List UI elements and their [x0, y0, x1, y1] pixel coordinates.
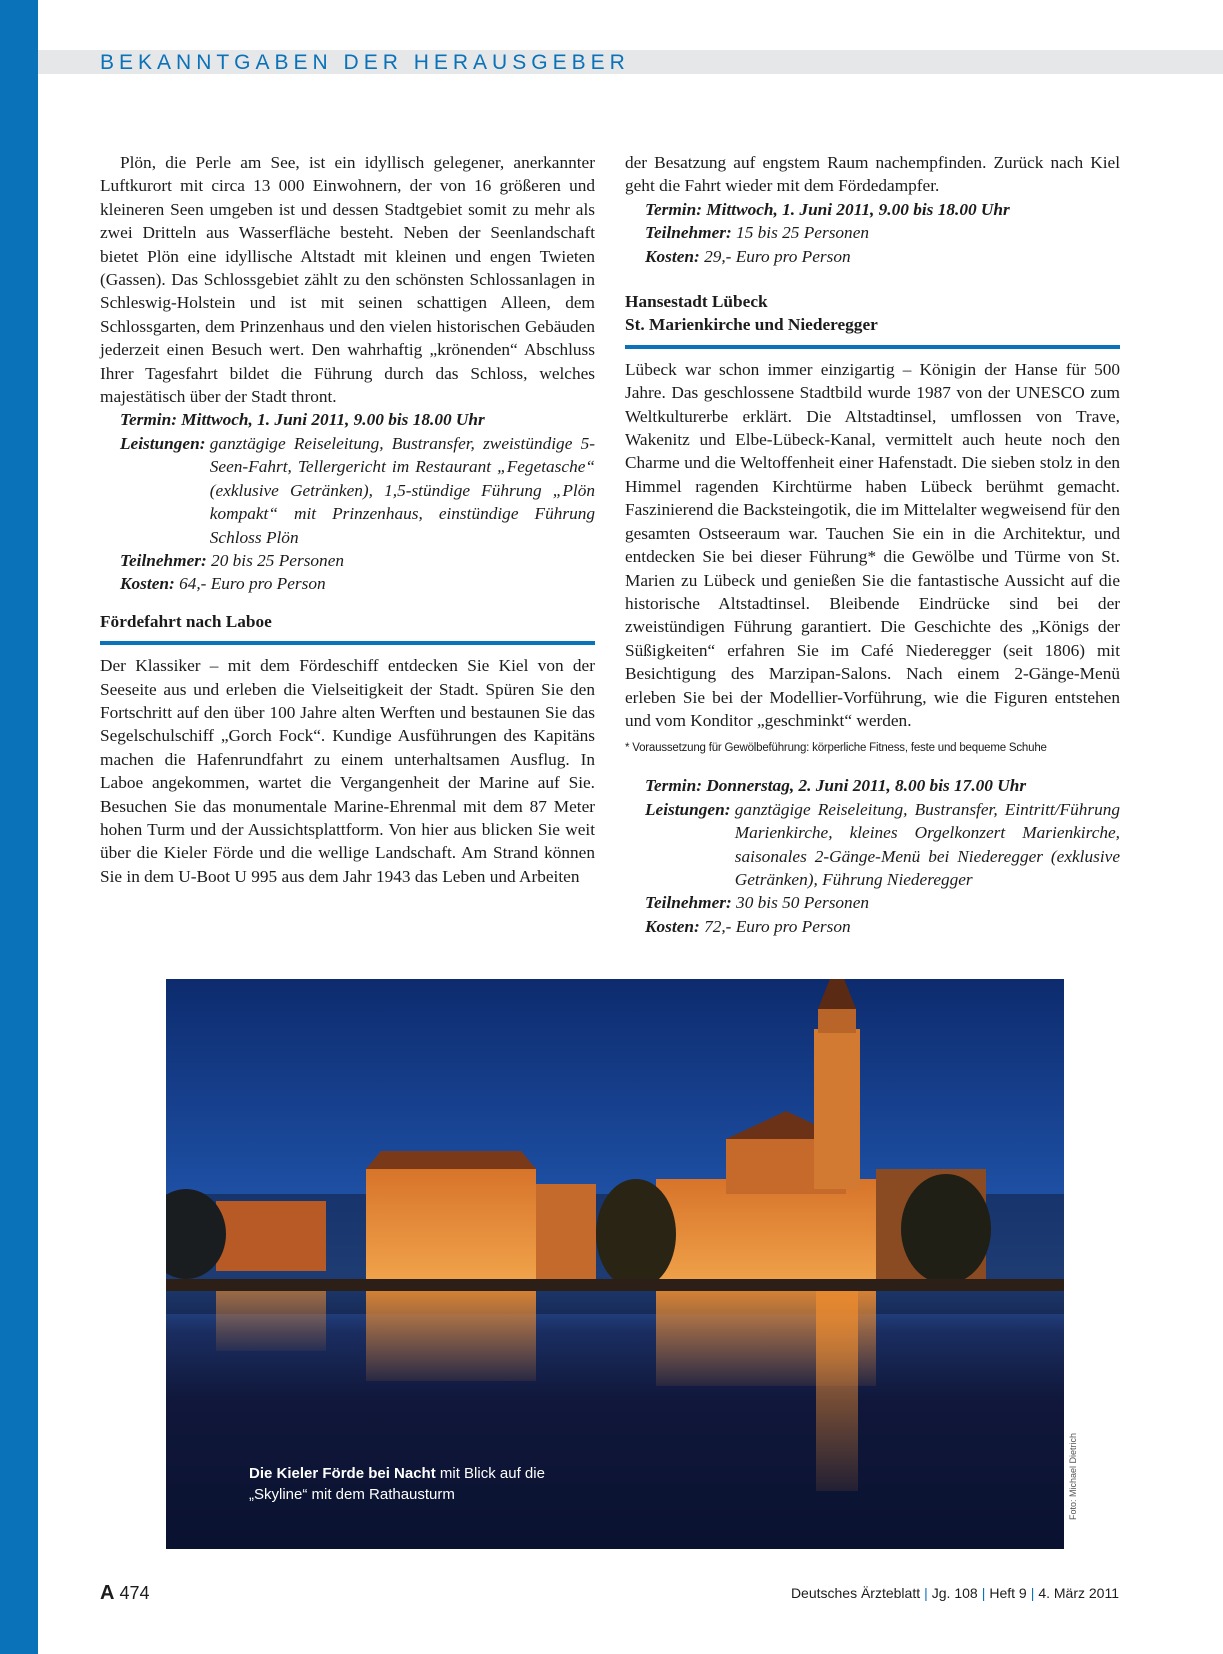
kosten-label: Kosten:	[645, 916, 705, 936]
journal-date: 4. März 2011	[1038, 1585, 1119, 1601]
journal-name: Deutsches Ärzteblatt	[790, 1585, 921, 1601]
photo-caption	[249, 1463, 545, 1505]
journal-issue: Heft 9	[989, 1585, 1027, 1601]
luebeck-termin: Termin: Donnerstag, 2. Juni 2011, 8.00 bis 17.00 Uhr	[645, 776, 1027, 796]
photo-credit: Foto: Michael Dietrich	[1068, 1432, 1078, 1520]
leistungen-label: Leistungen:	[120, 433, 210, 453]
sidebar-stripe	[0, 0, 38, 1654]
teilnehmer-value: 30 bis 50 Personen	[736, 893, 870, 913]
luebeck-text: Lübeck war schon immer einzigartig – Königin der Hanse für 500 Jahre. Das geschlossene Stadtbild wurde 1987 von der UNESCO zum Weltkulturerbe erklärt. Die Altstadtinsel, umflossen von Trave, Wakenitz und Elbe-Lübeck-Kanal, vermittelt auch heute noch den Charme und die Weltoffenheit einer Hafenstadt. Die sieben stolz in den Himmel ragenden Kirchtürme haben Lübeck berühmt gemacht. Faszinierend die Backsteingotik, die im Mittelalter wegweisend für den gesamten Ostseeraum war. Tauchen Sie ein in die Architektur, und entdecken Sie bei dieser Führung* die Gewölbe und Türme von St. Marien zu Lübeck und genießen Sie die fantastische Aussicht auf die historische Altstadtinsel. Bleibende Eindrücke sind bei der zweistündigen Führung garantiert. Die Geschichte des „Königs der Süßigkeiten“ erfahren Sie im Café Niederegger (seit 1806) mit Besichtigung des Marzipan-Salons. Nach einem 2-Gänge-Menü erleben Sie bei der Modellier-Vorführung, wie die Figuren entstehen und vom Konditor „geschminkt“ werden.	[625, 359, 1120, 730]
ploen-info-block	[120, 408, 595, 595]
ploen-intro-text: Plön, die Perle am See, ist ein idyllisch gelegener, anerkannter Luftkurort mit circa 13 000 Einwohnern, der von 16 größeren und kleineren Seen umgeben ist und dessen Stadtgebiet somit zu mehr als zwei Dritteln aus Wasserfläche besteht. Neben der Seenlandschaft bietet Plön eine idyllische Altstadt mit kleinen und engen Twieten (Gassen). Das Schlossgebiet zählt zu den schönsten Schlossanlagen in Schleswig-Holstein und ist mit seinen schattigen Alleen, dem Schlossgarten, dem Prinzenhaus und den vielen historischen Gebäuden jederzeit einen Besuch wert. Den wahrhaftig „krönenden“ Abschluss Ihrer Tagesfahrt bildet die Führung durch das Schloss, welches majestätisch über der Stadt thront.	[100, 153, 595, 407]
laboe-heading-text: Fördefahrt nach Laboe	[100, 611, 272, 631]
luebeck-heading	[625, 290, 1120, 349]
caption-line2: „Skyline“ mit dem Rathausturm	[249, 1486, 455, 1503]
kiel-night-photo	[166, 979, 1064, 1549]
leistungen-value: ganztägige Reiseleitung, Bustransfer, Eintritt/Führung Marienkirche, kleines Orgelkonzert Marienkirche, saisonales 2-Gänge-Menü bei Niederegger (exklusive Getränken), Führung Niederegger	[734, 799, 1120, 889]
page-letter: A	[100, 1582, 115, 1604]
page-number-value: 474	[114, 1583, 150, 1603]
luebeck-footnote: * Voraussetzung für Gewölbeführung: körperliche Fitness, feste und bequeme Schuhe	[625, 742, 1047, 755]
leistungen-label: Leistungen:	[645, 799, 735, 819]
page-number	[100, 1582, 150, 1605]
teilnehmer-value: 20 bis 25 Personen	[211, 550, 345, 570]
journal-volume: Jg. 108	[931, 1585, 978, 1601]
separator: |	[981, 1585, 986, 1601]
teilnehmer-label: Teilnehmer:	[645, 223, 737, 243]
ploen-leistungen-row	[120, 432, 595, 549]
caption-bold: Die Kieler Förde bei Nacht	[249, 1465, 436, 1482]
laboe-termin: Termin: Mittwoch, 1. Juni 2011, 9.00 bis 18.00 Uhr	[645, 199, 1010, 219]
laboe-text-continued: der Besatzung auf engstem Raum nachempfinden. Zurück nach Kiel geht die Fahrt wieder mit dem Fördedampfer.	[625, 153, 1120, 196]
luebeck-leistungen-row	[645, 798, 1120, 892]
separator: |	[924, 1585, 928, 1601]
kosten-label: Kosten:	[645, 246, 705, 266]
leistungen-value: ganztägige Reiseleitung, Bustransfer, zweistündige 5-Seen-Fahrt, Tellergericht im Restaurant „Fegetasche“ (exklusive Getränken), 1,5-stündige Führung „Plön kompakt“ mit Prinzenhaus, einstündige Führung Schloss Plön	[209, 433, 595, 547]
teilnehmer-value: 15 bis 25 Personen	[736, 223, 870, 243]
laboe-teilnehmer-row	[645, 221, 1120, 244]
separator: |	[1030, 1585, 1035, 1601]
luebeck-teilnehmer-row	[645, 891, 1120, 914]
right-column	[625, 151, 1120, 938]
luebeck-heading-line2: St. Marienkirche und Niederegger	[625, 315, 878, 335]
ploen-kosten-row	[120, 572, 595, 595]
kosten-value: 72,- Euro pro Person	[704, 916, 851, 936]
laboe-kosten-row	[645, 245, 1120, 268]
caption-rest: mit Blick auf die	[435, 1465, 545, 1482]
left-column	[100, 151, 595, 888]
luebeck-heading-line1: Hansestadt Lübeck	[625, 292, 768, 312]
section-title: BEKANNTGABEN DER HERAUSGEBER	[100, 51, 630, 74]
teilnehmer-label: Teilnehmer:	[645, 893, 737, 913]
journal-info	[791, 1585, 1119, 1601]
ploen-termin: Termin: Mittwoch, 1. Juni 2011, 9.00 bis 18.00 Uhr	[120, 410, 485, 430]
luebeck-info-block	[645, 774, 1120, 938]
kosten-value: 64,- Euro pro Person	[179, 574, 326, 594]
ploen-teilnehmer-row	[120, 549, 595, 572]
laboe-info-block	[645, 198, 1120, 268]
laboe-text: Der Klassiker – mit dem Fördeschiff entdecken Sie Kiel von der Seeseite aus und erleben die Vielseitigkeit der Stadt. Spüren Sie den Fortschritt auf den über 100 Jahre alten Werften und bestaunen Sie das Segelschulschiff „Gorch Fock“. Kundige Ausführungen des Kapitäns machen die Hafenrundfahrt zu einem unterhaltsamen Ausflug. In Laboe angekommen, wartet die Vergangenheit der Marine auf Sie. Besuchen Sie das monumentale Marine-Ehrenmal mit dem 87 Meter hohen Turm und der Aussichtsplattform. Von hier aus blicken Sie weit über die Kieler Förde und die wellige Landschaft. Am Strand können Sie in dem U-Boot U 995 aus dem Jahr 1943 das Leben und Arbeiten	[100, 656, 595, 886]
laboe-heading	[100, 610, 595, 645]
kosten-label: Kosten:	[120, 574, 180, 594]
kosten-value: 29,- Euro pro Person	[704, 246, 851, 266]
teilnehmer-label: Teilnehmer:	[120, 550, 212, 570]
luebeck-kosten-row	[645, 915, 1120, 938]
